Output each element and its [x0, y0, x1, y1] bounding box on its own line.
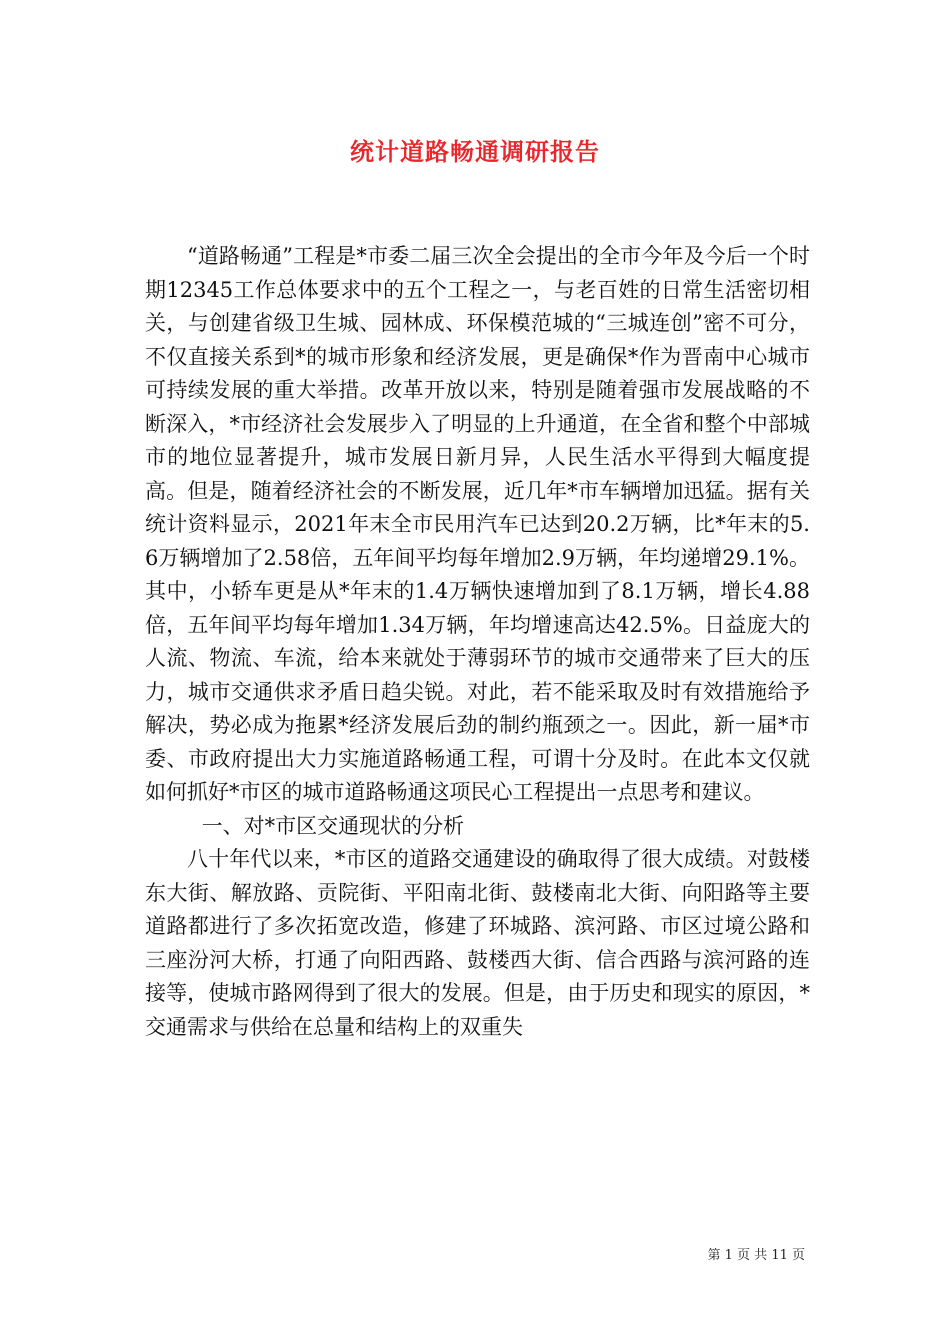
document-body	[145, 240, 810, 1044]
section-heading: 一、对*市区交通现状的分析	[201, 813, 465, 838]
intro-paragraph: “道路畅通”工程是*市委二届三次全会提出的全市今年及今后一个时期12345工作总体要求中的五个工程之一，与老百姓的日常生活密切相关，与创建省级卫生城、园林成、环保模范城的“三城连创”密不可分，不仅直接关系到*的城市形象和经济发展，更是确保*作为晋南中心城市可持续发展的重大举措。改革开放以来，特别是随着强市发展战略的不断深入，*市经济社会发展步入了明显的上升通道，在全省和整个中部城市的地位显著提升，城市发展日新月异，人民生活水平得到大幅度提高。但是，随着经济社会的不断发展，近几年*市车辆增加迅猛。据有关统计资料显示，2021年末全市民用汽车已达到20.2万辆，比*年末的5.6万辆增加了2.58倍，五年间平均每年增加2.9万辆，年均递增29.1%。其中，小轿车更是从*年末的1.4万辆快速增加到了8.1万辆，增长4.88倍，五年间平均每年增加1.34万辆，年均增速高达42.5%。日益庞大的人流、物流、车流，给本来就处于薄弱环节的城市交通带来了巨大的压力，城市交通供求矛盾日趋尖锐。对此，若不能采取及时有效措施给予解决，势必成为拖累*经济发展后劲的制约瓶颈之一。因此，新一届*市委、市政府提出大力实施道路畅通工程，可谓十分及时。在此本文仅就如何抓好*市区的城市道路畅通这项民心工程提出一点思考和建议。	[145, 244, 810, 804]
page-number-footer: 第 1 页 共 11 页	[707, 1248, 805, 1263]
analysis-paragraph: 八十年代以来，*市区的道路交通建设的确取得了很大成绩。对鼓楼东大街、解放路、贡院街、平阳南北街、鼓楼南北大街、向阳路等主要道路都进行了多次拓宽改造，修建了环城路、滨河路、市区过境公路和三座汾河大桥，打通了向阳西路、鼓楼西大街、信合西路与滨河路的连接等，使城市路网得到了很大的发展。但是，由于历史和现实的原因，*交通需求与供给在总量和结构上的双重失	[145, 847, 810, 1039]
document-title: 统计道路畅通调研报告	[350, 137, 600, 166]
